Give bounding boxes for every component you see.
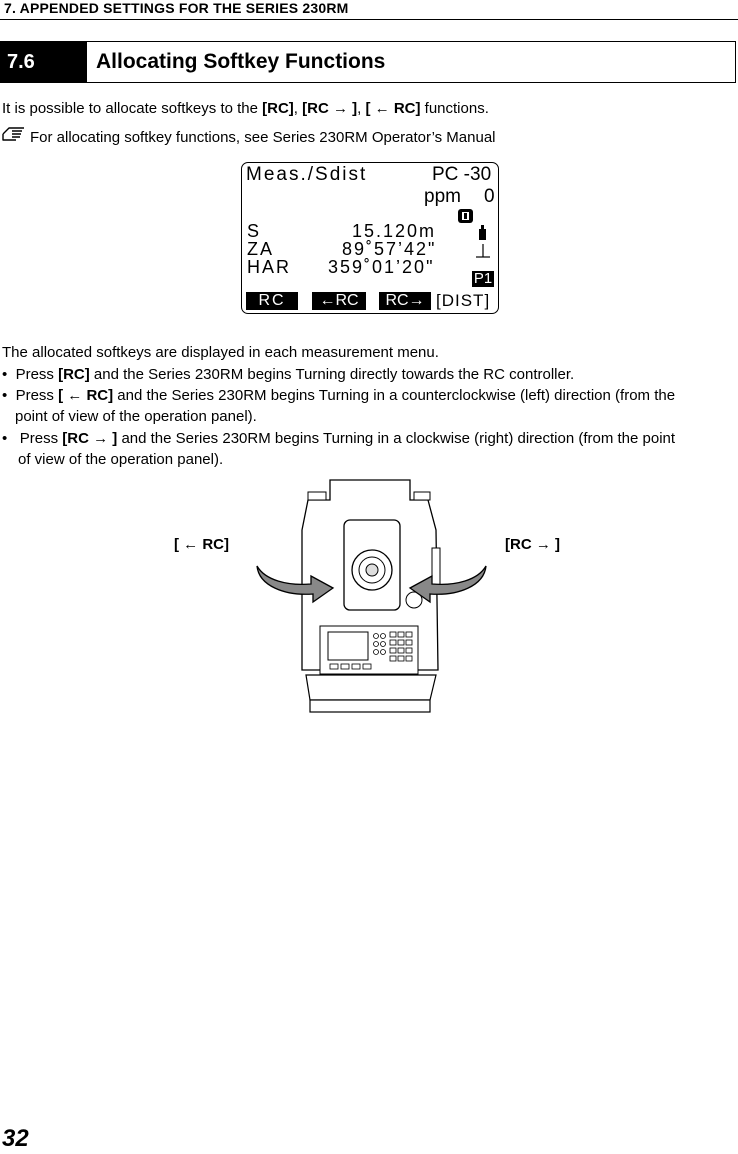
intro-sep: ,: [357, 100, 366, 117]
row-label-za: ZA: [247, 239, 275, 259]
key-rc-right: [RC → ]: [302, 100, 358, 117]
section-title: Allocating Softkey Functions: [96, 50, 386, 73]
counterclockwise-arrow-icon: [255, 556, 335, 606]
bullet-dot: •: [2, 387, 16, 404]
softkey-left-rc[interactable]: ←RC: [312, 292, 366, 310]
target-prism-icon: [476, 225, 490, 241]
bullet-rc-right: [2, 428, 675, 449]
figure-label-left: [ ← RC]: [174, 536, 229, 553]
bullet-dot: •: [2, 430, 20, 447]
header-rule: [0, 19, 738, 20]
intro-text: functions.: [420, 100, 489, 117]
row-value-s: 15.120m: [352, 221, 437, 241]
pointing-hand-icon: [2, 124, 30, 148]
intro-text: It is possible to allocate softkeys to the: [2, 100, 263, 117]
ppm-label: ppm: [424, 186, 461, 207]
intro-sep: ,: [293, 100, 303, 117]
key-left-rc: [ ← RC]: [58, 387, 114, 404]
bullet-left-rc-cont: point of view of the operation panel).: [15, 408, 257, 425]
bullet-text: and the Series 230RM begins Turning in a counterclockwise (left) direction (from the: [113, 387, 676, 404]
page-indicator: P1: [473, 270, 493, 287]
row-label-har: HAR: [247, 257, 292, 277]
tilt-icon: [474, 243, 492, 259]
reference-note: [2, 124, 496, 148]
bullet-rc: [2, 364, 574, 385]
reference-text: For allocating softkey functions, see Series 230RM Operator’s Manual: [30, 129, 496, 146]
bullet-rc-right-cont: of view of the operation panel).: [18, 451, 224, 468]
key-rc: [RC]: [262, 100, 294, 117]
row-value-har: 359˚01’20": [328, 257, 435, 277]
intro-paragraph: [2, 99, 489, 119]
figure-label-right: [RC → ]: [505, 536, 560, 553]
bullet-text: and the Series 230RM begins Turning in a clockwise (right) direction (from the point: [117, 430, 676, 447]
bullet-left-rc: [2, 385, 675, 406]
body-line: The allocated softkeys are displayed in each measurement menu.: [2, 344, 439, 361]
screen-title: Meas./Sdist: [246, 164, 368, 185]
bullet-text: Press: [15, 387, 59, 404]
softkey-rc[interactable]: RC: [246, 292, 298, 310]
row-value-za: 89˚57’42": [342, 239, 437, 259]
section-heading: [0, 41, 736, 83]
bullet-text: Press: [19, 430, 63, 447]
ppm-value: 0: [484, 186, 497, 207]
key-rc: [RC]: [58, 366, 90, 383]
prism-constant: PC -30: [432, 164, 492, 185]
key-rc-right: [RC → ]: [62, 430, 118, 447]
softkey-rc-right[interactable]: RC→: [379, 292, 431, 310]
clockwise-arrow-icon: [408, 556, 488, 606]
section-number: 7.6: [1, 42, 87, 82]
running-header: 7. APPENDED SETTINGS FOR THE SERIES 230RM: [4, 0, 349, 16]
row-label-s: S: [247, 221, 262, 241]
lcd-screen: [241, 162, 499, 314]
key-left-rc: [ ← RC]: [365, 100, 421, 117]
bullet-dot: •: [2, 366, 16, 383]
bullet-text: and the Series 230RM begins Turning directly towards the RC controller.: [89, 366, 575, 383]
bullet-text: Press: [15, 366, 59, 383]
page-number: 32: [2, 1125, 29, 1152]
softkey-dist[interactable]: [DIST]: [436, 291, 491, 310]
battery-icon: [456, 207, 476, 225]
